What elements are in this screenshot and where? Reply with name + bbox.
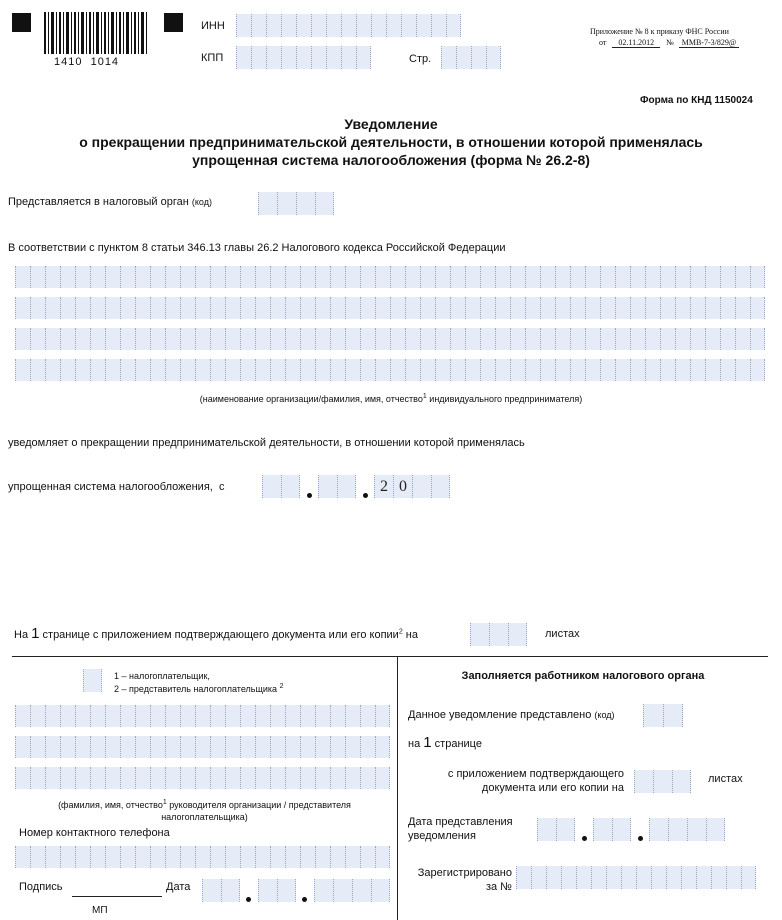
kpp-label: КПП <box>201 52 224 64</box>
submitted-text: Данное уведомление представлено <box>408 709 592 721</box>
title-line-2: о прекращении предпринимательской деятельности, в отношении которой применялась <box>79 134 703 150</box>
signature-line[interactable] <box>72 896 162 897</box>
pages-sup: 2 <box>398 628 403 636</box>
registration-number-field[interactable] <box>516 866 756 889</box>
registered-label <box>398 866 512 894</box>
kpp-field[interactable] <box>236 46 371 69</box>
pages-sheets-label: листах <box>545 628 580 640</box>
officer-sheets-label: листах <box>708 773 743 785</box>
bottom-frame-top <box>12 656 768 657</box>
name-caption <box>0 393 782 404</box>
year-digit-2: 0 <box>393 475 412 498</box>
submission-day-field[interactable] <box>537 818 575 841</box>
signer-caption-c: налогоплательщика) <box>161 812 248 822</box>
notifies-text: уведомляет о прекращении предпринимательской деятельности, в отношении которой применялась <box>8 437 525 449</box>
attach-label <box>398 767 624 795</box>
submitted-code-hint: (код) <box>594 710 615 720</box>
page-label: Стр. <box>409 53 432 65</box>
pages-na: на <box>405 629 418 641</box>
date-line-1: Дата представления <box>408 816 513 828</box>
sign-label: Подпись <box>19 881 63 893</box>
date-separator-dot <box>246 897 251 902</box>
signer-option-2 <box>114 683 283 694</box>
signer-name-row-1[interactable] <box>15 705 390 727</box>
form-code: Форма по КНД 1150024 <box>640 95 753 106</box>
usn-year-field[interactable] <box>374 475 450 498</box>
date-separator-dot <box>638 836 643 841</box>
pages-count: 1 <box>31 625 40 642</box>
name-row-4[interactable] <box>15 359 765 381</box>
title-line-1: Уведомление <box>344 116 438 132</box>
usn-month-field[interactable] <box>318 475 356 498</box>
name-row-1[interactable] <box>15 266 765 288</box>
attach-line-2: документа или его копии на <box>481 782 624 794</box>
appendix-number: ММВ-7-3/829@ <box>679 38 739 48</box>
name-caption-a: (наименование организации/фамилия, имя, отчество <box>199 394 423 404</box>
signer-option-2-text: 2 – представитель налогоплательщика <box>114 684 278 694</box>
tax-authority-code-field[interactable] <box>258 192 334 215</box>
inn-field[interactable] <box>236 14 461 37</box>
date-separator-dot <box>363 493 368 498</box>
date-separator-dot <box>302 897 307 902</box>
barcode <box>44 12 150 56</box>
submission-year-field[interactable] <box>649 818 725 841</box>
corner-marker-right <box>164 13 183 32</box>
appendix-no: № <box>666 38 674 47</box>
phone-field[interactable] <box>15 846 390 868</box>
signer-type-field[interactable] <box>83 669 102 692</box>
appendix-date: 02.11.2012 <box>612 38 660 48</box>
signer-option-1: 1 – налогоплательщик, <box>114 671 210 681</box>
signer-caption-sup: 1 <box>162 799 167 806</box>
date-label: Дата <box>166 881 191 893</box>
submitted-label <box>408 709 615 721</box>
sign-month-field[interactable] <box>258 879 296 902</box>
officer-sheets-field[interactable] <box>634 770 691 793</box>
tax-authority-text: Представляется в налоговый орган <box>8 196 189 208</box>
usn-since-label: упрощенная система налогообложения, с <box>8 481 225 493</box>
pages-text: странице с приложением подтверждающего документа или его копии <box>42 629 399 641</box>
name-row-3[interactable] <box>15 328 765 350</box>
submission-month-field[interactable] <box>593 818 631 841</box>
title-line-3: упрощенная система налогообложения (форма № 26.2-8) <box>192 152 590 168</box>
page-number-field[interactable] <box>441 46 501 69</box>
date-separator-dot <box>582 836 587 841</box>
on-label: на <box>408 738 421 750</box>
signer-name-row-3[interactable] <box>15 767 390 789</box>
tax-authority-label <box>8 196 212 208</box>
signer-name-row-2[interactable] <box>15 736 390 758</box>
attachment-sheets-field[interactable] <box>470 623 527 646</box>
reg-line-1: Зарегистрировано <box>417 867 512 879</box>
name-caption-sup: 1 <box>422 393 427 400</box>
signer-caption-line-1 <box>12 797 397 811</box>
phone-label: Номер контактного телефона <box>19 827 170 839</box>
inn-label: ИНН <box>201 20 225 32</box>
submitted-code-field[interactable] <box>643 704 683 727</box>
date-separator-dot <box>307 493 312 498</box>
attach-line-1: с приложением подтверждающего <box>447 768 624 780</box>
legal-basis: В соответствии с пунктом 8 статьи 346.13 главы 26.2 Налогового кодекса Российской Федерации <box>8 242 506 254</box>
date-line-2: уведомления <box>408 830 476 842</box>
appendix-from: от <box>599 38 607 47</box>
tax-authority-code-hint: (код) <box>191 197 212 207</box>
reg-line-2: за № <box>485 881 512 893</box>
corner-marker-left <box>12 13 31 32</box>
barcode-number: 1410 1014 <box>54 56 120 68</box>
on-count: 1 <box>423 734 432 751</box>
sign-year-field[interactable] <box>314 879 390 902</box>
signer-name-caption <box>12 797 397 823</box>
on-page: странице <box>434 738 482 750</box>
pages-line <box>14 625 418 642</box>
pages-prefix: На <box>14 629 29 641</box>
on-pages-label <box>408 734 482 751</box>
appendix-line2 <box>599 38 739 48</box>
name-caption-b: индивидуального предпринимателя) <box>429 394 583 404</box>
sign-day-field[interactable] <box>202 879 240 902</box>
signer-option-2-sup: 2 <box>279 683 284 690</box>
mp-label: МП <box>92 905 108 916</box>
submission-date-label <box>408 815 513 843</box>
officer-block-title: Заполняется работником налогового органа <box>461 670 705 682</box>
document-title <box>0 115 782 169</box>
appendix-line1: Приложение № 8 к приказу ФНС России <box>590 27 729 36</box>
name-row-2[interactable] <box>15 297 765 319</box>
usn-day-field[interactable] <box>262 475 300 498</box>
signer-caption-a: (фамилия, имя, отчество <box>58 800 163 810</box>
signer-caption-b: руководителя организации / представителя <box>169 800 351 810</box>
year-digit-1: 2 <box>374 475 393 498</box>
